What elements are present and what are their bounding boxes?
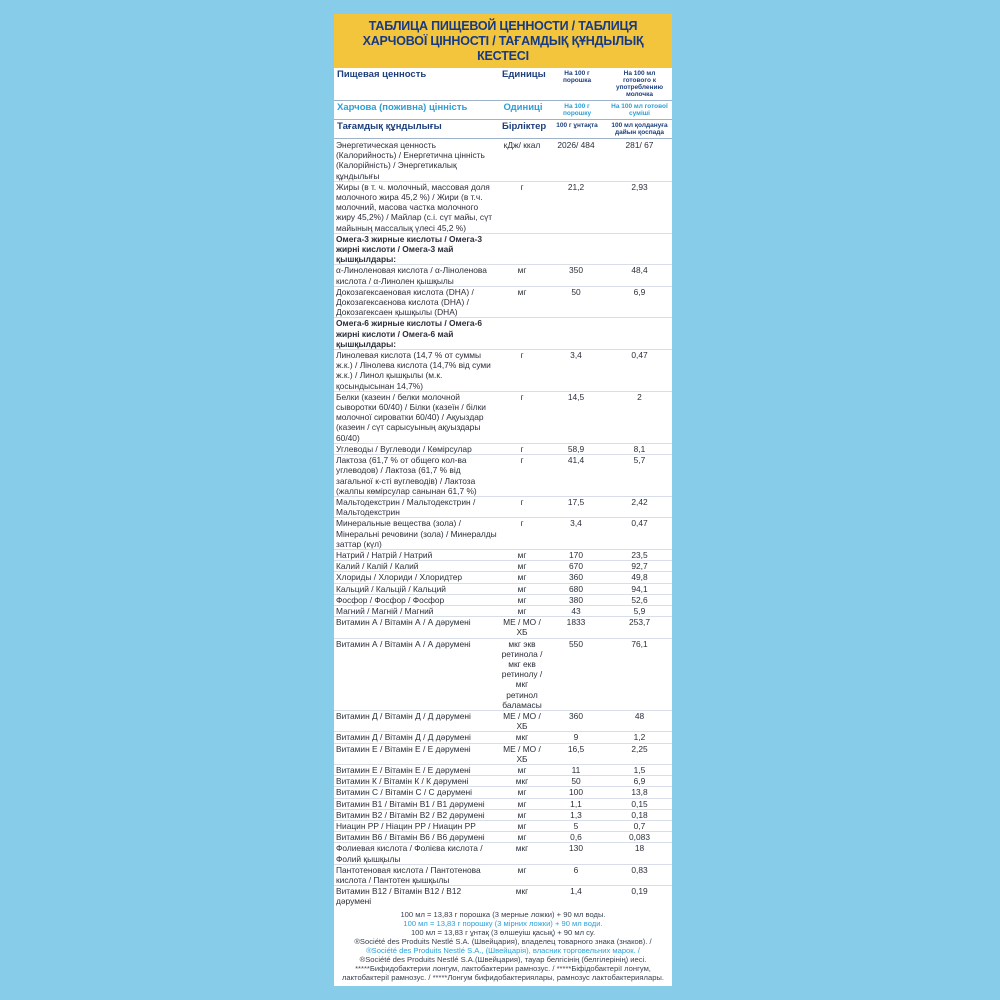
row-per100ml: 18 <box>634 843 645 854</box>
row-per100ml: 94,1 <box>631 583 648 594</box>
row-unit: мг <box>517 798 527 809</box>
row-name: Витамин B12 / Вітамін B12 / B12 дәрумені <box>336 886 462 906</box>
row-per100ml: 6,9 <box>633 286 646 297</box>
table-row <box>334 234 672 266</box>
header-per100: На 100 г порошка <box>562 70 592 84</box>
row-name: α-Линоленовая кислота / α-Ліноленова кислота / α-Линолен қышқылы <box>336 265 487 286</box>
row-per100ml: 2 <box>637 391 642 402</box>
table-row <box>334 799 672 810</box>
table-row <box>334 455 672 497</box>
table-row <box>334 318 672 350</box>
table-row <box>334 732 672 743</box>
table-title: ТАБЛИЦА ПИЩЕВОЙ ЦЕННОСТИ / ТАБЛИЦЯ ХАРЧОВОЇ ЦІННОСТІ / ТАҒАМДЫҚ ҚҰНДЫЛЫҚ КЕСТЕСІ <box>334 14 672 68</box>
row-per100: 100 <box>569 787 583 798</box>
row-unit: мг <box>517 787 527 798</box>
row-name: Линолевая кислота (14,7 % от суммы ж.к.) / Лінолева кислота (14,7% від суми ж.к.) / Линол қышқылы (м.к. қосындысынан 14,7%) <box>336 350 491 391</box>
row-per100: 1,1 <box>570 798 582 809</box>
row-per100ml: 0,083 <box>629 832 650 843</box>
row-unit: мг <box>517 594 527 605</box>
header-ru <box>334 68 672 101</box>
footer-notes <box>334 910 672 982</box>
row-name: Витамин Д / Вітамін Д / Д дәрумені <box>336 710 471 721</box>
row-unit <box>499 234 545 265</box>
row-name: Витамин К / Вітамін К / К дәрумені <box>336 776 469 787</box>
row-per100ml: 8,1 <box>633 443 646 454</box>
row-unit: МЕ / МО / ХБ <box>503 617 541 638</box>
row-per100ml: 253,7 <box>629 617 650 628</box>
row-unit: г <box>520 391 524 402</box>
row-per100ml <box>607 234 672 265</box>
row-per100ml: 0,7 <box>633 821 646 831</box>
row-per100ml: 13,8 <box>631 787 648 798</box>
nutrition-label <box>334 14 672 986</box>
row-unit: мкг <box>515 886 529 897</box>
row-per100: 16,5 <box>567 743 585 754</box>
table-row <box>334 265 672 286</box>
row-per100ml: 49,8 <box>631 572 648 583</box>
row-per100: 1833 <box>566 617 586 628</box>
row-unit: мкг экв ретинола / мкг екв ретинолу / мкг ретинол баламасы <box>501 638 543 710</box>
table-row <box>334 765 672 776</box>
footer-line: 100 мл = 13,83 г ұнтақ (3 өлшеуіш қасық) + 90 мл су. <box>410 928 596 937</box>
row-per100ml <box>607 318 672 349</box>
row-name: Витамин B2 / Вітамін B2 / B2 дәрумені <box>336 809 485 820</box>
header-name: Тағамдық құндылығы <box>337 121 442 132</box>
header-per100ml: На 100 мл готової суміші <box>611 103 668 117</box>
row-per100ml: 2,42 <box>631 496 648 507</box>
row-per100: 50 <box>571 286 581 297</box>
row-name: Хлориды / Хлориди / Хлоридтер <box>336 572 463 583</box>
row-per100: 11 <box>571 764 581 775</box>
row-unit: мг <box>517 572 527 583</box>
row-name: Минеральные вещества (зола) / Мінеральні речовини (зола) / Минералды заттар (күл) <box>336 518 497 549</box>
table-row <box>334 639 672 711</box>
row-name: Ниацин PP / Ніацин PP / Ниацин PP <box>336 821 476 831</box>
row-name: Фосфор / Фосфор / Фосфор <box>336 594 445 605</box>
row-name: Пантотеновая кислота / Пантотенова кислота / Пантотен қышқылы <box>336 864 481 886</box>
row-name: Витамин Е / Вітамін Е / Е дәрумені <box>336 764 471 775</box>
row-unit: мг <box>517 764 527 775</box>
row-per100ml: 281/ 67 <box>625 140 654 150</box>
table-row <box>334 550 672 561</box>
row-unit: МЕ / МО / ХБ <box>503 743 541 764</box>
row-name: Витамин А / Вітамін А / А дәрумені <box>336 638 471 649</box>
row-name: Витамин Е / Вітамін Е / Е дәрумені <box>336 743 471 754</box>
row-per100ml: 48,4 <box>631 265 648 276</box>
row-per100: 360 <box>569 572 583 583</box>
row-per100: 50 <box>571 776 581 787</box>
row-per100: 2026/ 484 <box>557 140 595 150</box>
row-per100ml: 2,93 <box>631 181 648 192</box>
table-row <box>334 821 672 832</box>
row-unit: г <box>520 518 524 529</box>
row-per100: 130 <box>569 843 583 854</box>
row-per100: 680 <box>569 583 583 594</box>
table-row <box>334 497 672 518</box>
row-per100ml: 6,9 <box>633 776 646 787</box>
row-per100: 3,4 <box>570 350 582 361</box>
row-per100ml: 0,18 <box>631 809 648 820</box>
row-per100ml: 0,47 <box>631 518 648 529</box>
row-name: Углеводы / Вуглеводи / Көмірсулар <box>336 443 472 454</box>
row-per100: 380 <box>569 594 583 605</box>
row-per100: 360 <box>569 710 583 721</box>
row-per100ml: 5,9 <box>633 605 646 616</box>
row-unit: г <box>520 455 524 466</box>
nutrition-rows <box>334 140 672 906</box>
row-name: Жиры (в т. ч. молочный, массовая доля молочного жира 45,2 %) / Жири (в т.ч. молочний, масова частка молочного жиру 45,2%) / Майлар (с.і. сүт майы, сүт майының массалық үлесі 45,2 %) <box>336 181 493 233</box>
row-name: Омега-3 жирные кислоты / Омега-3 жирні кислоти / Омега-3 май қышқылдары: <box>336 233 482 265</box>
row-per100: 14,5 <box>567 391 585 402</box>
header-ua <box>334 101 672 120</box>
row-name: Витамин Д / Вітамін Д / Д дәрумені <box>336 732 471 743</box>
row-name: Витамин B1 / Вітамін B1 / B1 дәрумені <box>336 798 485 809</box>
row-unit: мкг <box>515 776 529 787</box>
row-unit: мг <box>517 549 527 560</box>
table-row <box>334 518 672 550</box>
row-per100 <box>545 234 607 265</box>
row-per100: 21,2 <box>567 181 585 192</box>
row-name: Натрий / Натрій / Натрий <box>336 549 433 560</box>
table-row <box>334 392 672 444</box>
table-row <box>334 711 672 732</box>
row-unit: мг <box>517 832 527 843</box>
row-name: Омега-6 жирные кислоты / Омега-6 жирні кислоти / Омега-6 май қышқылдары: <box>336 318 482 349</box>
table-row <box>334 832 672 843</box>
row-name: Витамин B6 / Вітамін B6 / B6 дәрумені <box>336 832 485 843</box>
table-row <box>334 140 672 182</box>
footer-line: 100 мл = 13,83 г порошку (3 мірних ложки) + 90 мл води. <box>403 919 603 928</box>
row-per100: 3,4 <box>570 518 582 529</box>
header-per100ml: 100 мл қолдануға дайын қоспада <box>611 122 668 136</box>
row-unit: мг <box>517 821 527 831</box>
table-row <box>334 617 672 638</box>
header-unit: Единицы <box>502 69 546 80</box>
header-kz <box>334 120 672 139</box>
row-per100ml: 1,5 <box>633 764 646 775</box>
row-per100ml: 92,7 <box>631 561 648 572</box>
row-per100: 550 <box>569 638 583 649</box>
row-unit: мг <box>517 561 527 572</box>
table-row <box>334 606 672 617</box>
row-per100ml: 2,25 <box>631 743 648 754</box>
row-per100ml: 48 <box>634 710 645 721</box>
table-row <box>334 886 672 906</box>
row-unit: мг <box>517 864 527 875</box>
table-row <box>334 744 672 765</box>
row-name: Кальций / Кальцій / Кальций <box>336 583 446 594</box>
header-per100ml: На 100 мл готового к употреблению молочка <box>615 70 664 98</box>
table-row <box>334 444 672 455</box>
row-name: Фолиевая кислота / Фолієва кислота / Фолий қышқылы <box>336 843 483 864</box>
row-unit: мкг <box>515 732 529 743</box>
table-row <box>334 561 672 572</box>
row-name: Докозагексаеновая кислота (DHA) / Докозагексаєнова кислота (DHA) / Докозагексаен қышқылы (DHA) <box>336 286 474 318</box>
header-unit: Одиниці <box>503 102 543 113</box>
row-unit: мг <box>517 286 527 297</box>
row-per100: 1,4 <box>570 886 582 897</box>
row-per100: 41,4 <box>567 455 585 466</box>
row-name: Энергетическая ценность (Калорийность) / Енергетична цінність (Калорійність) / Энергетикалық құндылығы <box>336 140 485 181</box>
row-per100: 0,6 <box>570 832 582 843</box>
row-per100ml: 5,7 <box>633 455 646 466</box>
row-name: Калий / Калій / Калий <box>336 561 419 572</box>
table-row <box>334 595 672 606</box>
table-row <box>334 182 672 234</box>
table-row <box>334 776 672 787</box>
header-name: Пищевая ценность <box>337 69 427 80</box>
row-name: Витамин А / Вітамін А / А дәрумені <box>336 617 471 628</box>
row-name: Белки (казеин / белки молочной сыворотки 60/40) / Білки (казеїн / білки молочної сироватки 60/40) / Ақуыздар (казеин / сүт сарысуының ақуыздары 60/40) <box>336 391 486 443</box>
row-per100: 17,5 <box>567 496 585 507</box>
row-per100: 5 <box>573 821 579 831</box>
header-name: Харчова (поживна) цінність <box>337 102 468 113</box>
row-unit: г <box>520 496 524 507</box>
row-per100ml: 0,19 <box>631 886 648 897</box>
row-per100ml: 0,83 <box>631 864 648 875</box>
footer-line: ®Société des Produits Nestlé S.A. (Швейцария), владелец товарного знака (знаков). / <box>354 937 652 946</box>
row-per100ml: 0,47 <box>631 350 648 361</box>
row-per100ml: 52,6 <box>631 594 648 605</box>
row-unit: г <box>520 350 524 361</box>
row-per100ml: 23,5 <box>631 549 648 560</box>
footer-line: ®Société des Produits Nestlé S.A., (Швейцарія), власник торговельних марок. / <box>366 946 640 955</box>
row-unit: мг <box>517 605 527 616</box>
row-unit <box>499 318 545 349</box>
row-name: Мальтодекстрин / Мальтодекстрин / Мальтодекстрин <box>336 496 476 518</box>
row-name: Магний / Магній / Магний <box>336 605 434 616</box>
row-per100: 43 <box>571 605 581 616</box>
row-per100: 58,9 <box>567 443 585 454</box>
row-per100ml: 0,15 <box>631 798 648 809</box>
table-row <box>334 572 672 583</box>
row-unit: г <box>520 443 524 454</box>
header-unit: Бірліктер <box>502 121 547 132</box>
row-unit: мг <box>517 809 527 820</box>
table-row <box>334 843 672 864</box>
row-per100: 6 <box>573 864 579 875</box>
row-unit: МЕ / МО / ХБ <box>503 710 541 732</box>
table-row <box>334 584 672 595</box>
row-per100: 9 <box>573 732 579 743</box>
row-per100ml: 76,1 <box>631 638 648 649</box>
table-row <box>334 350 672 392</box>
footer-line: *****Бифидобактерии лонгум, лактобактерии рамнозус. / *****Біфідобактерії лонгум, лактобактерії рамнозус. / *****Лонгум бифидобактериялары, рамнозус лактобактериялары. <box>342 964 664 982</box>
table-row <box>334 287 672 319</box>
row-unit: г <box>520 181 524 192</box>
row-per100: 170 <box>569 549 583 560</box>
row-name: Лактоза (61,7 % от общего кол-ва углеводов) / Лактоза (61,7 % від загальної к-сті вуглеводів) / Лактоза (жалпы көмірсулар санынан 61,7 %) <box>336 455 477 496</box>
header-per100: На 100 г порошку <box>562 103 592 117</box>
footer-line: ®Société des Produits Nestlé S.A.(Швейцария), тауар белгісінің (белгілерінің) иесі. <box>359 955 647 964</box>
table-row <box>334 810 672 821</box>
row-unit: кДж/ ккал <box>503 140 541 150</box>
footer-line: 100 мл = 13,83 г порошка (3 мерные ложки) + 90 мл воды. <box>400 910 606 919</box>
table-row <box>334 787 672 798</box>
row-per100: 670 <box>569 561 583 572</box>
row-per100ml: 1,2 <box>633 732 646 743</box>
row-unit: мг <box>517 265 527 276</box>
row-unit: мкг <box>515 843 529 854</box>
row-unit: мг <box>517 583 527 594</box>
table-row <box>334 865 672 886</box>
row-per100: 350 <box>569 265 583 276</box>
row-name: Витамин С / Вітамін С / С дәрумені <box>336 787 473 798</box>
row-per100: 1,3 <box>570 809 582 820</box>
row-per100 <box>545 318 607 349</box>
header-per100: 100 г ұнтақта <box>556 122 598 129</box>
